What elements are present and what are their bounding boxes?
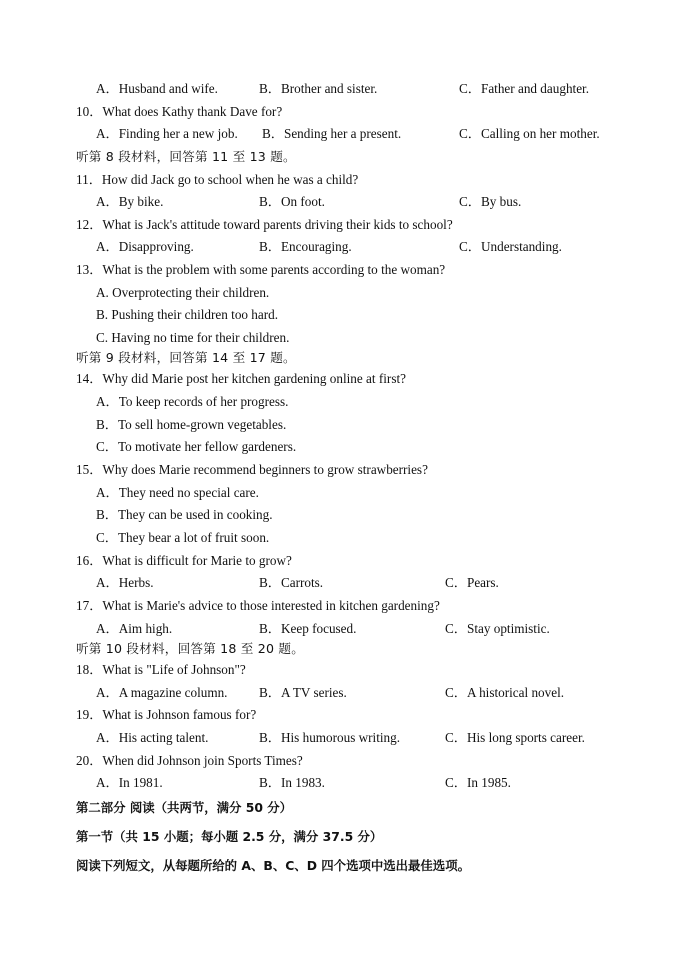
q10-option-a: A．Finding her a new job. [96, 126, 238, 141]
q15-option-a: A．They need no special care. [96, 485, 259, 500]
section-10-instruction: 听第 10 段材料，回答第 18 至 20 题。 [76, 641, 305, 656]
section-8-instruction: 听第 8 段材料，回答第 11 至 13 题。 [76, 149, 296, 164]
q17-option-a: A．Aim high. [96, 621, 173, 636]
q19-option-a: A．His acting talent. [96, 730, 209, 745]
q16-stem: 16．What is difficult for Marie to grow? [76, 553, 292, 568]
part-2-section-1-heading: 第一节（共 15 小题；每小题 2.5 分，满分 37.5 分） [76, 829, 383, 844]
q20-stem: 20．When did Johnson join Sports Times? [76, 753, 303, 768]
q19-stem: 19．What is Johnson famous for? [76, 707, 257, 722]
part-2-instruction: 阅读下列短文，从每题所给的 A、B、C、D 四个选项中选出最佳选项。 [76, 858, 470, 873]
q10-stem: 10．What does Kathy thank Dave for? [76, 104, 283, 119]
q12-stem: 12．What is Jack's attitude toward parents driving their kids to school? [76, 217, 453, 232]
q17-option-b: B．Keep focused. [259, 621, 357, 636]
q18-option-a: A．A magazine column. [96, 685, 228, 700]
q14-stem: 14．Why did Marie post her kitchen gardening online at first? [76, 371, 406, 386]
q15-option-c: C．They bear a lot of fruit soon. [96, 530, 270, 545]
part-2-title: 第二部分 阅读（共两节，满分 50 分） [76, 800, 293, 815]
q13-stem: 13．What is the problem with some parents according to the woman? [76, 262, 446, 277]
q11-option-a: A．By bike. [96, 194, 164, 209]
q11-stem: 11．How did Jack go to school when he was a child? [76, 172, 359, 187]
q16-option-b: B．Carrots. [259, 575, 324, 590]
q9-option-a: A．Husband and wife. [96, 81, 218, 96]
q10-option-b: B．Sending her a present. [262, 126, 402, 141]
q13-option-a: A. Overprotecting their children. [96, 285, 270, 300]
q14-option-a: A．To keep records of her progress. [96, 394, 289, 409]
q17-stem: 17．What is Marie's advice to those interested in kitchen gardening? [76, 598, 440, 613]
q17-option-c: C．Stay optimistic. [445, 621, 550, 636]
q14-option-c: C．To motivate her fellow gardeners. [96, 439, 297, 454]
q12-option-c: C．Understanding. [459, 239, 562, 254]
q20-option-a: A．In 1981. [96, 775, 163, 790]
q11-option-b: B．On foot. [259, 194, 325, 209]
q14-option-b: B．To sell home-grown vegetables. [96, 417, 287, 432]
q18-option-c: C．A historical novel. [445, 685, 565, 700]
section-9-instruction: 听第 9 段材料，回答第 14 至 17 题。 [76, 350, 296, 365]
q12-option-a: A．Disapproving. [96, 239, 194, 254]
q16-option-a: A．Herbs. [96, 575, 154, 590]
q10-option-c: C．Calling on her mother. [459, 126, 600, 141]
q15-option-b: B．They can be used in cooking. [96, 507, 273, 522]
q19-option-b: B．His humorous writing. [259, 730, 401, 745]
q20-option-b: B．In 1983. [259, 775, 325, 790]
q18-option-b: B．A TV series. [259, 685, 347, 700]
q13-option-c: C. Having no time for their children. [96, 330, 290, 345]
q18-stem: 18．What is "Life of Johnson"? [76, 662, 246, 677]
q16-option-c: C．Pears. [445, 575, 499, 590]
q11-option-c: C．By bus. [459, 194, 522, 209]
q15-stem: 15．Why does Marie recommend beginners to grow strawberries? [76, 462, 428, 477]
q20-option-c: C．In 1985. [445, 775, 511, 790]
q12-option-b: B．Encouraging. [259, 239, 352, 254]
q9-option-c: C．Father and daughter. [459, 81, 590, 96]
q13-option-b: B. Pushing their children too hard. [96, 307, 279, 322]
q19-option-c: C．His long sports career. [445, 730, 585, 745]
q9-option-b: B．Brother and sister. [259, 81, 378, 96]
